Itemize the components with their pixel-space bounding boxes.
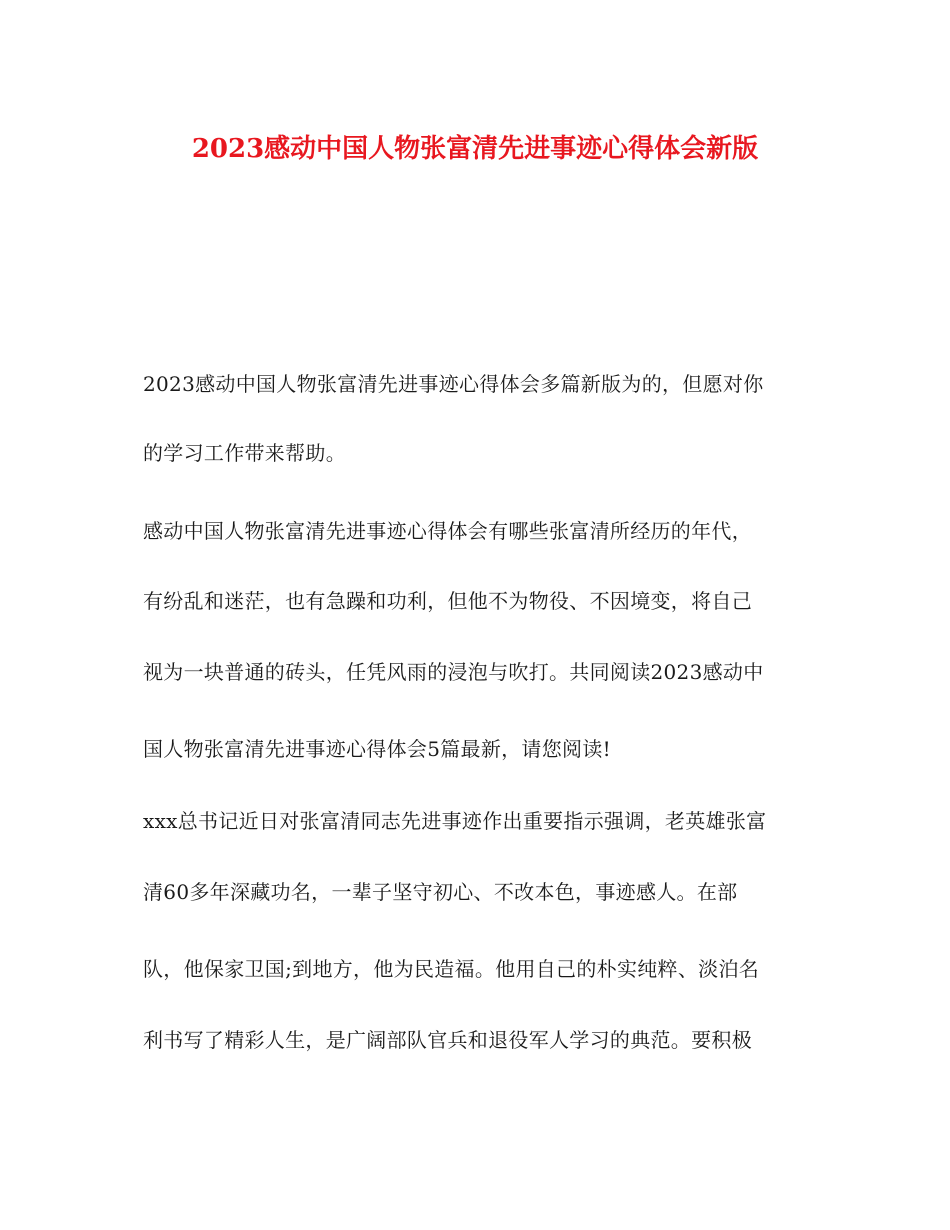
- paragraph-line: 队，他保家卫国;到地方，他为民造福。他用自己的朴实纯粹、淡泊名: [143, 957, 760, 981]
- paragraph-line: 感动中国人物张富清先进事迹心得体会有哪些张富清所经历的年代，: [143, 519, 752, 543]
- paragraph-line: 有纷乱和迷茫，也有急躁和功利，但他不为物役、不因境变，将自己: [143, 589, 752, 613]
- paragraph-line: 清60多年深藏功名，一辈子坚守初心、不改本色，事迹感人。在部: [143, 880, 738, 904]
- paragraph-line: 利书写了精彩人生，是广阔部队官兵和退役军人学习的典范。要积极: [143, 1028, 752, 1052]
- paragraph-line: xxx总书记近日对张富清同志先进事迹作出重要指示强调，老英雄张富: [143, 809, 767, 833]
- paragraph-line: 2023感动中国人物张富清先进事迹心得体会多篇新版为的，但愿对你: [143, 372, 764, 396]
- paragraph-line: 视为一块普通的砖头，任凭风雨的浸泡与吹打。共同阅读2023感动中: [143, 660, 764, 684]
- paragraph-line: 国人物张富清先进事迹心得体会5篇最新，请您阅读!: [143, 737, 611, 761]
- paragraph-line: 的学习工作带来帮助。: [143, 441, 346, 465]
- document-title: 2023感动中国人物张富清先进事迹心得体会新版: [191, 134, 759, 164]
